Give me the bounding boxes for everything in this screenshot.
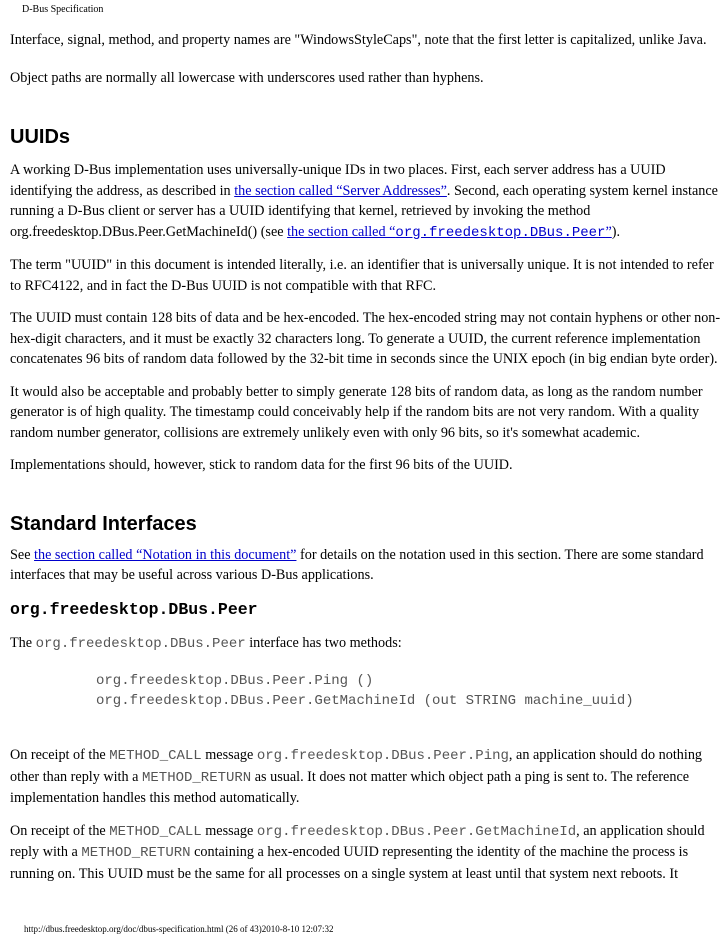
paragraph-uuid-implementations: Implementations should, however, stick to random data for the first 96 bits of the UUID.: [10, 457, 513, 473]
code-inline: METHOD_CALL: [109, 748, 202, 764]
heading-dbus-peer: org.freedesktop.DBus.Peer: [10, 599, 258, 619]
page-header: D-Bus Specification: [22, 4, 104, 15]
text-fragment: for details on the notation used in this section. There are some standard interfaces that may be useful across various D-Bus applications.: [10, 546, 704, 583]
code-inline: METHOD_RETURN: [141, 769, 252, 786]
code-inline: org.freedesktop.DBus.Peer.Ping: [256, 748, 509, 764]
text-fragment: ).: [611, 223, 621, 240]
paragraph-getmachineid-receipt: [10, 821, 722, 885]
code-inline: org.freedesktop.DBus.Peer: [35, 635, 246, 652]
code-line-getmachineid: org.freedesktop.DBus.Peer.GetMachineId (out STRING machine_uuid): [96, 693, 634, 709]
text-fragment: message: [201, 747, 257, 763]
paragraph-object-paths: Object paths are normally all lowercase with underscores used rather than hyphens.: [10, 69, 484, 86]
code-line-ping: org.freedesktop.DBus.Peer.Ping (): [96, 673, 374, 689]
link-dbus-peer[interactable]: [287, 224, 612, 240]
link-text: ”: [605, 223, 612, 240]
paragraph-uuid-format: The UUID must contain 128 bits of data and be hex-encoded. The hex-encoded string may not contain hyphens or other non-hex-digit characters, and it must be exactly 32 characters long. To generate a UUID, the current reference implementation concatenates 96 bits of random data followed by the 32-bit time in seconds since the UNIX epoch (in big endian byte order).: [10, 310, 721, 367]
text-fragment: , an application should reply with a: [10, 822, 705, 860]
link-server-addresses[interactable]: the section called “Server Addresses”: [234, 182, 447, 199]
text-fragment: interface has two methods:: [245, 634, 402, 651]
document-body: [10, 26, 722, 884]
link-notation[interactable]: the section called “Notation in this document”: [34, 546, 297, 563]
paragraph-peer-intro: [10, 633, 722, 655]
code-block-peer-methods: [10, 671, 722, 711]
link-code: org.freedesktop.DBus.Peer: [395, 224, 606, 241]
paragraph-standard-intro: [10, 545, 722, 586]
text-fragment: The: [10, 634, 36, 651]
text-fragment: message: [201, 822, 257, 839]
text-fragment: containing a hex-encoded UUID representing the identity of the machine the process is running on. This UUID must be the same for all processes on a single system at least until that system next reboots. It: [10, 844, 689, 882]
link-text: the section called “: [287, 223, 396, 240]
heading-standard-interfaces: Standard Interfaces: [10, 512, 197, 535]
text-fragment: On receipt of the: [10, 747, 110, 763]
text-fragment: See: [10, 546, 35, 563]
text-fragment: , an application should do nothing other than reply with a: [10, 747, 703, 785]
paragraph-ping-receipt: [10, 745, 722, 809]
paragraph-uuid-random: It would also be acceptable and probably better to simply generate 128 bits of random data, as long as the random number generator is of high quality. The timestamp could conceivably help if the random bits are not very random. With a quality random number generator, collisions are extremely unlikely even with only 96 bits, so it's somewhat academic.: [10, 383, 703, 441]
text-fragment: On receipt of the: [10, 822, 110, 839]
page-footer: http://dbus.freedesktop.org/doc/dbus-specification.html (26 of 43)2010-8-10 12:07:32: [24, 924, 334, 934]
text-fragment: . Second, each operating system kernel instance running a D-Bus client or server has a UUID identifying that kernel, retrieved by invoking the method org.freedesktop.DBus.Peer.GetMachineId() (see: [10, 182, 718, 240]
text-fragment: as usual. It does not matter which object path a ping is sent to. The reference implementation handles this method automatically.: [10, 768, 690, 806]
heading-uuids: UUIDs: [10, 126, 71, 148]
text-fragment: A working D-Bus implementation uses universally-unique IDs in two places. First, each server address has a UUID identifying the address, as described in: [10, 162, 666, 199]
paragraph-uuid-term: The term "UUID" in this document is intended literally, i.e. an identifier that is universally unique. It is not intended to refer to RFC4122, and in fact the D-Bus UUID is not compatible with that RFC.: [10, 257, 714, 294]
code-inline: METHOD_CALL: [109, 823, 202, 840]
paragraph-uuids-intro: [10, 160, 722, 243]
paragraph-naming-caps: Interface, signal, method, and property names are "WindowsStyleCaps", note that the first letter is capitalized, unlike Java.: [10, 32, 707, 48]
code-inline: METHOD_RETURN: [81, 845, 191, 861]
code-inline: org.freedesktop.DBus.Peer.GetMachineId: [256, 823, 577, 840]
